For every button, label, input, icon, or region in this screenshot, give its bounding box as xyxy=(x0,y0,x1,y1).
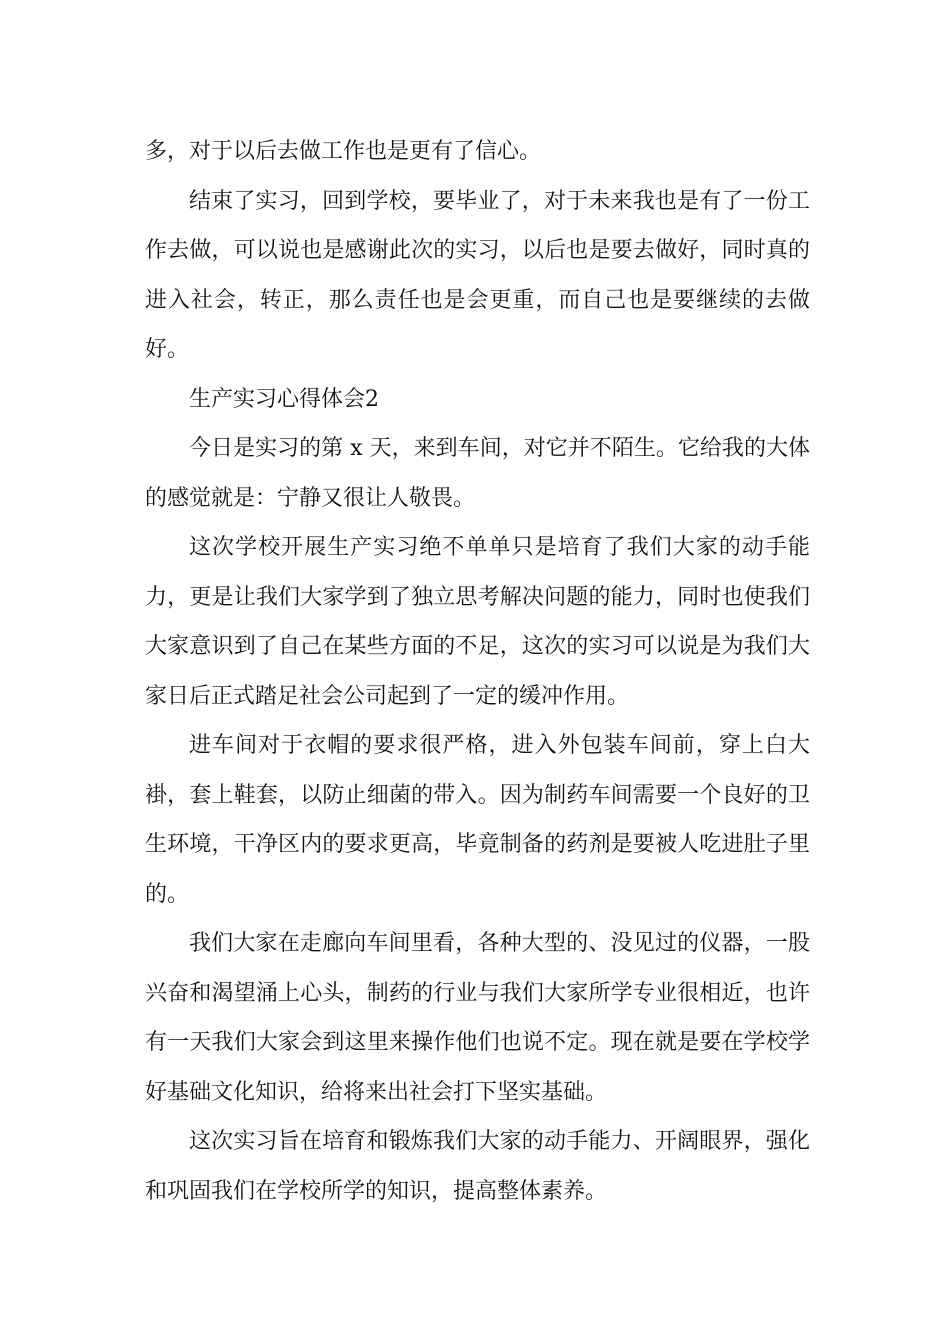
paragraph-3: 今日是实习的第 x 天，来到车间，对它并不陌生。它给我的大体的感觉就是：宁静又很让人敬畏。 xyxy=(145,436,810,511)
paragraph-1: 多，对于以后去做工作也是更有了信心。 xyxy=(145,139,542,164)
document-body xyxy=(145,127,810,1216)
paragraph-6: 我们大家在走廊向车间里看，各种大型的、没见过的仪器，一股兴奋和渴望涌上心头，制药的行业与我们大家所学专业很相近，也许有一天我们大家会到这里来操作他们也说不定。现在就是要在学校学好基础文化知识，给将来出社会打下坚实基础。 xyxy=(145,931,810,1105)
section-heading: 生产实习心得体会2 xyxy=(189,386,379,412)
paragraph-7: 这次实习旨在培育和锻炼我们大家的动手能力、开阔眼界，强化和巩固我们在学校所学的知识，提高整体素养。 xyxy=(145,1129,810,1204)
paragraph-2: 结束了实习，回到学校，要毕业了，对于未来我也是有了一份工作去做，可以说也是感谢此次的实习，以后也是要去做好，同时真的进入社会，转正，那么责任也是会更重，而自己也是要继续的去做好。 xyxy=(145,188,810,362)
paragraph-4: 这次学校开展生产实习绝不单单只是培育了我们大家的动手能力，更是让我们大家学到了独立思考解决问题的能力，同时也使我们大家意识到了自己在某些方面的不足，这次的实习可以说是为我们大家日后正式踏足社会公司起到了一定的缓冲作用。 xyxy=(145,535,810,709)
paragraph-5: 进车间对于衣帽的要求很严格，进入外包装车间前，穿上白大褂，套上鞋套，以防止细菌的带入。因为制药车间需要一个良好的卫生环境，干净区内的要求更高，毕竟制备的药剂是要被人吃进肚子里的。 xyxy=(145,733,810,907)
